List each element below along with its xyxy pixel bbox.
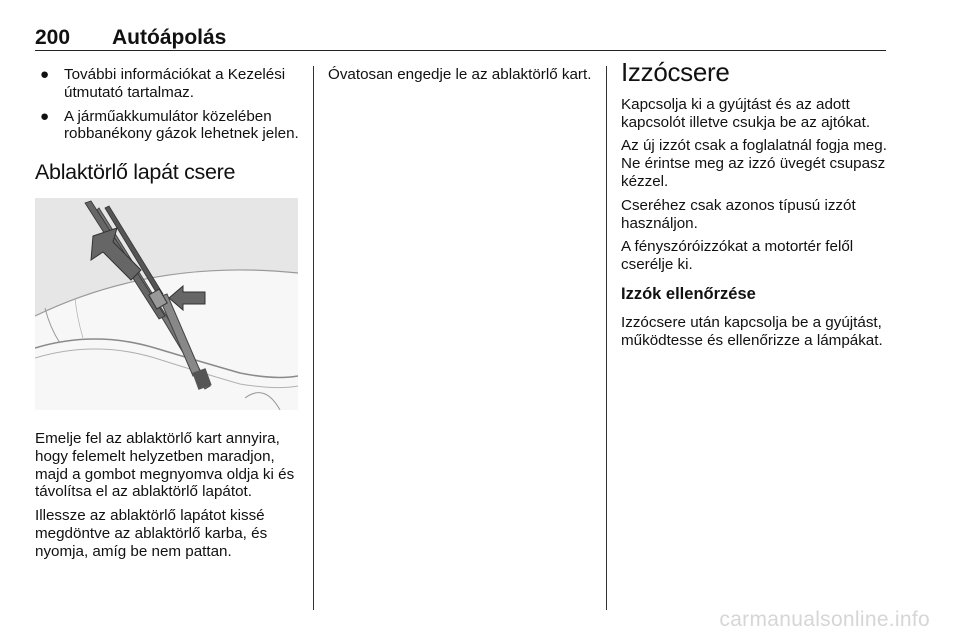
paragraph: Kapcsolja ki a gyújtást és az adott kapcsolót illetve csukja be az ajtókat. bbox=[621, 95, 871, 131]
paragraph: Illessze az ablaktörlő lapátot kissé megdöntve az ablaktörlő karba, és nyomja, amíg be nem pattan. bbox=[35, 507, 268, 560]
paragraph: Cseréhez csak azonos típusú izzót használjon. bbox=[621, 196, 856, 232]
wiper-figure bbox=[35, 198, 298, 410]
paragraph: A fényszóróizzókat a motortér felől cserélje ki. bbox=[621, 238, 854, 274]
paragraph: Óvatosan engedje le az ablaktörlő kart. bbox=[328, 66, 592, 83]
bullet-text: További információkat a Kezelési útmutató tartalmaz. bbox=[64, 66, 286, 101]
column-middle bbox=[328, 66, 598, 90]
column-divider-2 bbox=[606, 66, 607, 610]
paragraph: Az új izzót csak a foglalatnál fogja meg. Ne érintse meg az izzó üvegét csupasz kézzel. bbox=[621, 137, 887, 190]
column-right bbox=[621, 57, 893, 355]
paragraph: Izzócsere után kapcsolja be a gyújtást, működtesse és ellenőrizze a lámpákat. bbox=[621, 313, 883, 349]
subheading-bulb-check: Izzók ellenőrzése bbox=[621, 284, 756, 303]
paragraph: Emelje fel az ablaktörlő kart annyira, hogy felemelt helyzetben maradjon, majd a gombot megnyomva oldja ki és távolítsa el az ablaktörlő lapátot. bbox=[35, 429, 295, 501]
page-header bbox=[35, 26, 885, 50]
column-divider-1 bbox=[313, 66, 314, 610]
header-rule bbox=[35, 50, 886, 51]
list-item bbox=[35, 108, 303, 144]
wiper-arm-icon bbox=[35, 198, 298, 410]
column-left bbox=[35, 66, 303, 567]
bullet-text: A járműakkumulátor közelében robbanékony gázok lehetnek jelen. bbox=[64, 107, 299, 143]
page-number: 200 bbox=[35, 26, 71, 49]
bullet-dot: ● bbox=[40, 107, 50, 125]
chapter-title: Autóápolás bbox=[112, 26, 227, 49]
section-heading-wiper: Ablaktörlő lapát csere bbox=[35, 160, 236, 185]
section-heading-bulb: Izzócsere bbox=[621, 57, 730, 87]
watermark: carmanualsonline.info bbox=[719, 608, 930, 631]
list-item bbox=[35, 66, 303, 102]
bullet-list bbox=[35, 66, 303, 143]
bullet-dot: ● bbox=[40, 66, 50, 83]
